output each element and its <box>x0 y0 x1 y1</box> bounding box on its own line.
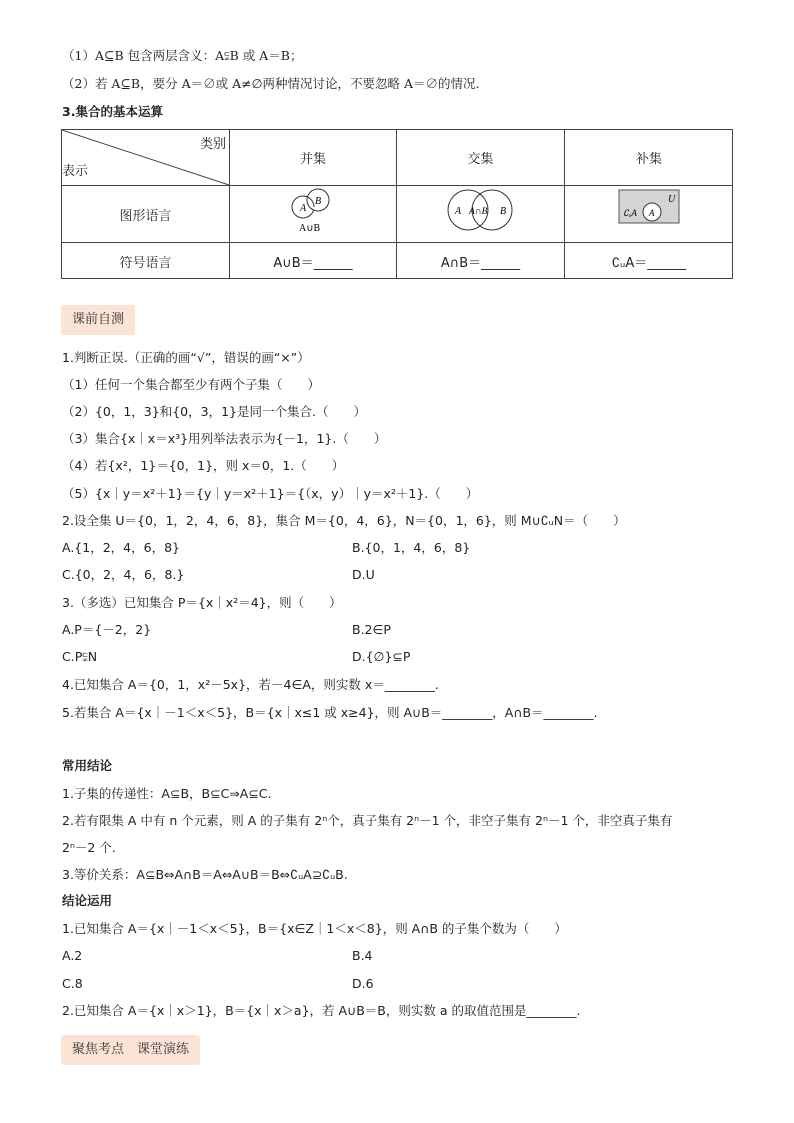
col-header-complement: 补集 <box>635 152 662 167</box>
symbol-intersection: A∩B＝______ <box>440 255 521 271</box>
complement-label-cu-a: ∁ᵤA <box>623 208 637 218</box>
q1-item-3: （3）集合{x｜x＝x³}用列举法表示为{－1，1}.（ ） <box>62 431 387 446</box>
complement-label-u: U <box>668 194 676 205</box>
intersection-label-ab: A∩B <box>469 207 488 217</box>
q3-option-d: D.{∅}⊆P <box>352 649 411 664</box>
q1-stem: 1.判断正误.（正确的画“√”，错误的画“×”） <box>62 350 310 365</box>
row-header-symbolic: 符号语言 <box>119 255 172 271</box>
q2-stem: 2.设全集 U＝{0，1，2，4，6，8}，集合 M＝{0，4，6}，N＝{0，1，6}，则 M∪∁ᵤN＝（ ） <box>62 513 626 528</box>
conclusion-2a: 2.若有限集 A 中有 n 个元素，则 A 的子集有 2ⁿ个，真子集有 2ⁿ－1 个，非空子集有 2ⁿ－1 个，非空真子集有 <box>62 813 673 828</box>
q3-option-c: C.P⫋N <box>62 649 98 664</box>
q5: 5.若集合 A＝{x｜－1＜x＜5}，B＝{x｜x≤1 或 x≥4}，则 A∪B＝________，A∩B＝________. <box>62 705 598 720</box>
corner-label-category: 类别 <box>200 137 227 152</box>
row-header-graphic: 图形语言 <box>119 208 172 224</box>
col-header-union: 并集 <box>299 152 326 167</box>
symbol-union: A∪B＝______ <box>273 255 353 271</box>
intro-line-1: （1）A⊆B 包含两层含义：A⫋B 或 A＝B； <box>62 48 303 63</box>
q4: 4.已知集合 A＝{0，1，x²－5x}，若－4∈A，则实数 x＝________. <box>62 677 439 692</box>
q1-item-1: （1）任何一个集合都至少有两个子集（ ） <box>62 377 320 392</box>
col-header-intersection: 交集 <box>467 152 494 167</box>
intersection-label-a: A <box>455 206 462 217</box>
union-venn-diagram <box>284 185 344 241</box>
union-caption: A∪B <box>299 223 321 234</box>
complement-label-a: A <box>649 208 655 218</box>
apply-q1-stem: 1.已知集合 A＝{x｜－1＜x＜5}，B＝{x∈Z｜1＜x＜8}，则 A∩B 的子集个数为（ ） <box>62 921 567 936</box>
section-tag-focus-points: 聚焦考点 课堂演练 <box>61 1035 200 1065</box>
apply-q1-option-d: D.6 <box>352 976 374 991</box>
conclusion-1: 1.子集的传递性：A⊆B，B⊆C⇒A⊆C. <box>62 786 272 801</box>
conclusion-3: 3.等价关系：A⊆B⇔A∩B＝A⇔A∪B＝B⇔∁ᵤA⊇∁ᵤB. <box>62 867 348 882</box>
complement-venn-diagram <box>618 189 682 229</box>
q1-item-2: （2）{0，1，3}和{0，3，1}是同一个集合.（ ） <box>62 404 366 419</box>
q2-option-c: C.{0，2，4，6，8.} <box>62 567 185 582</box>
union-label-b: B <box>315 196 322 207</box>
q2-option-b: B.{0，1，4，6，8} <box>352 540 471 555</box>
q3-stem: 3.（多选）已知集合 P＝{x｜x²＝4}，则（ ） <box>62 595 342 610</box>
intersection-label-b: B <box>500 206 507 217</box>
intro-line-2: （2）若 A⊆B，要分 A＝∅或 A≠∅两种情况讨论，不要忽略 A＝∅的情况. <box>62 76 480 91</box>
q3-option-b: B.2∈P <box>352 622 391 637</box>
q1-item-5: （5）{x｜y＝x²＋1}＝{y｜y＝x²＋1}＝{（x，y）｜y＝x²＋1}.（ ） <box>62 486 479 501</box>
conclusion-2b: 2ⁿ－2 个. <box>62 840 116 855</box>
section-title-set-operations: 3.集合的基本运算 <box>62 104 163 119</box>
intersection-venn-diagram <box>442 188 522 240</box>
q1-item-4: （4）若{x²，1}＝{0，1}，则 x＝0，1.（ ） <box>62 458 345 473</box>
conclusions-title: 常用结论 <box>62 758 113 773</box>
apply-q1-option-b: B.4 <box>352 948 373 963</box>
apply-q1-option-c: C.8 <box>62 976 83 991</box>
apply-q1-option-a: A.2 <box>62 948 83 963</box>
q3-option-a: A.P＝{－2，2} <box>62 622 152 637</box>
union-label-a: A <box>300 203 307 214</box>
apply-title: 结论运用 <box>62 893 113 908</box>
q2-option-a: A.{1，2，4，6，8} <box>62 540 180 555</box>
corner-label-representation: 表示 <box>62 164 89 179</box>
q2-option-d: D.U <box>352 567 375 582</box>
section-tag-pre-class-test: 课前自测 <box>61 305 135 335</box>
apply-q2: 2.已知集合 A＝{x｜x＞1}，B＝{x｜x＞a}，若 A∪B＝B，则实数 a 的取值范围是________. <box>62 1003 581 1018</box>
symbol-complement: ∁ᵤA＝______ <box>611 255 687 271</box>
set-operations-table <box>61 129 733 279</box>
